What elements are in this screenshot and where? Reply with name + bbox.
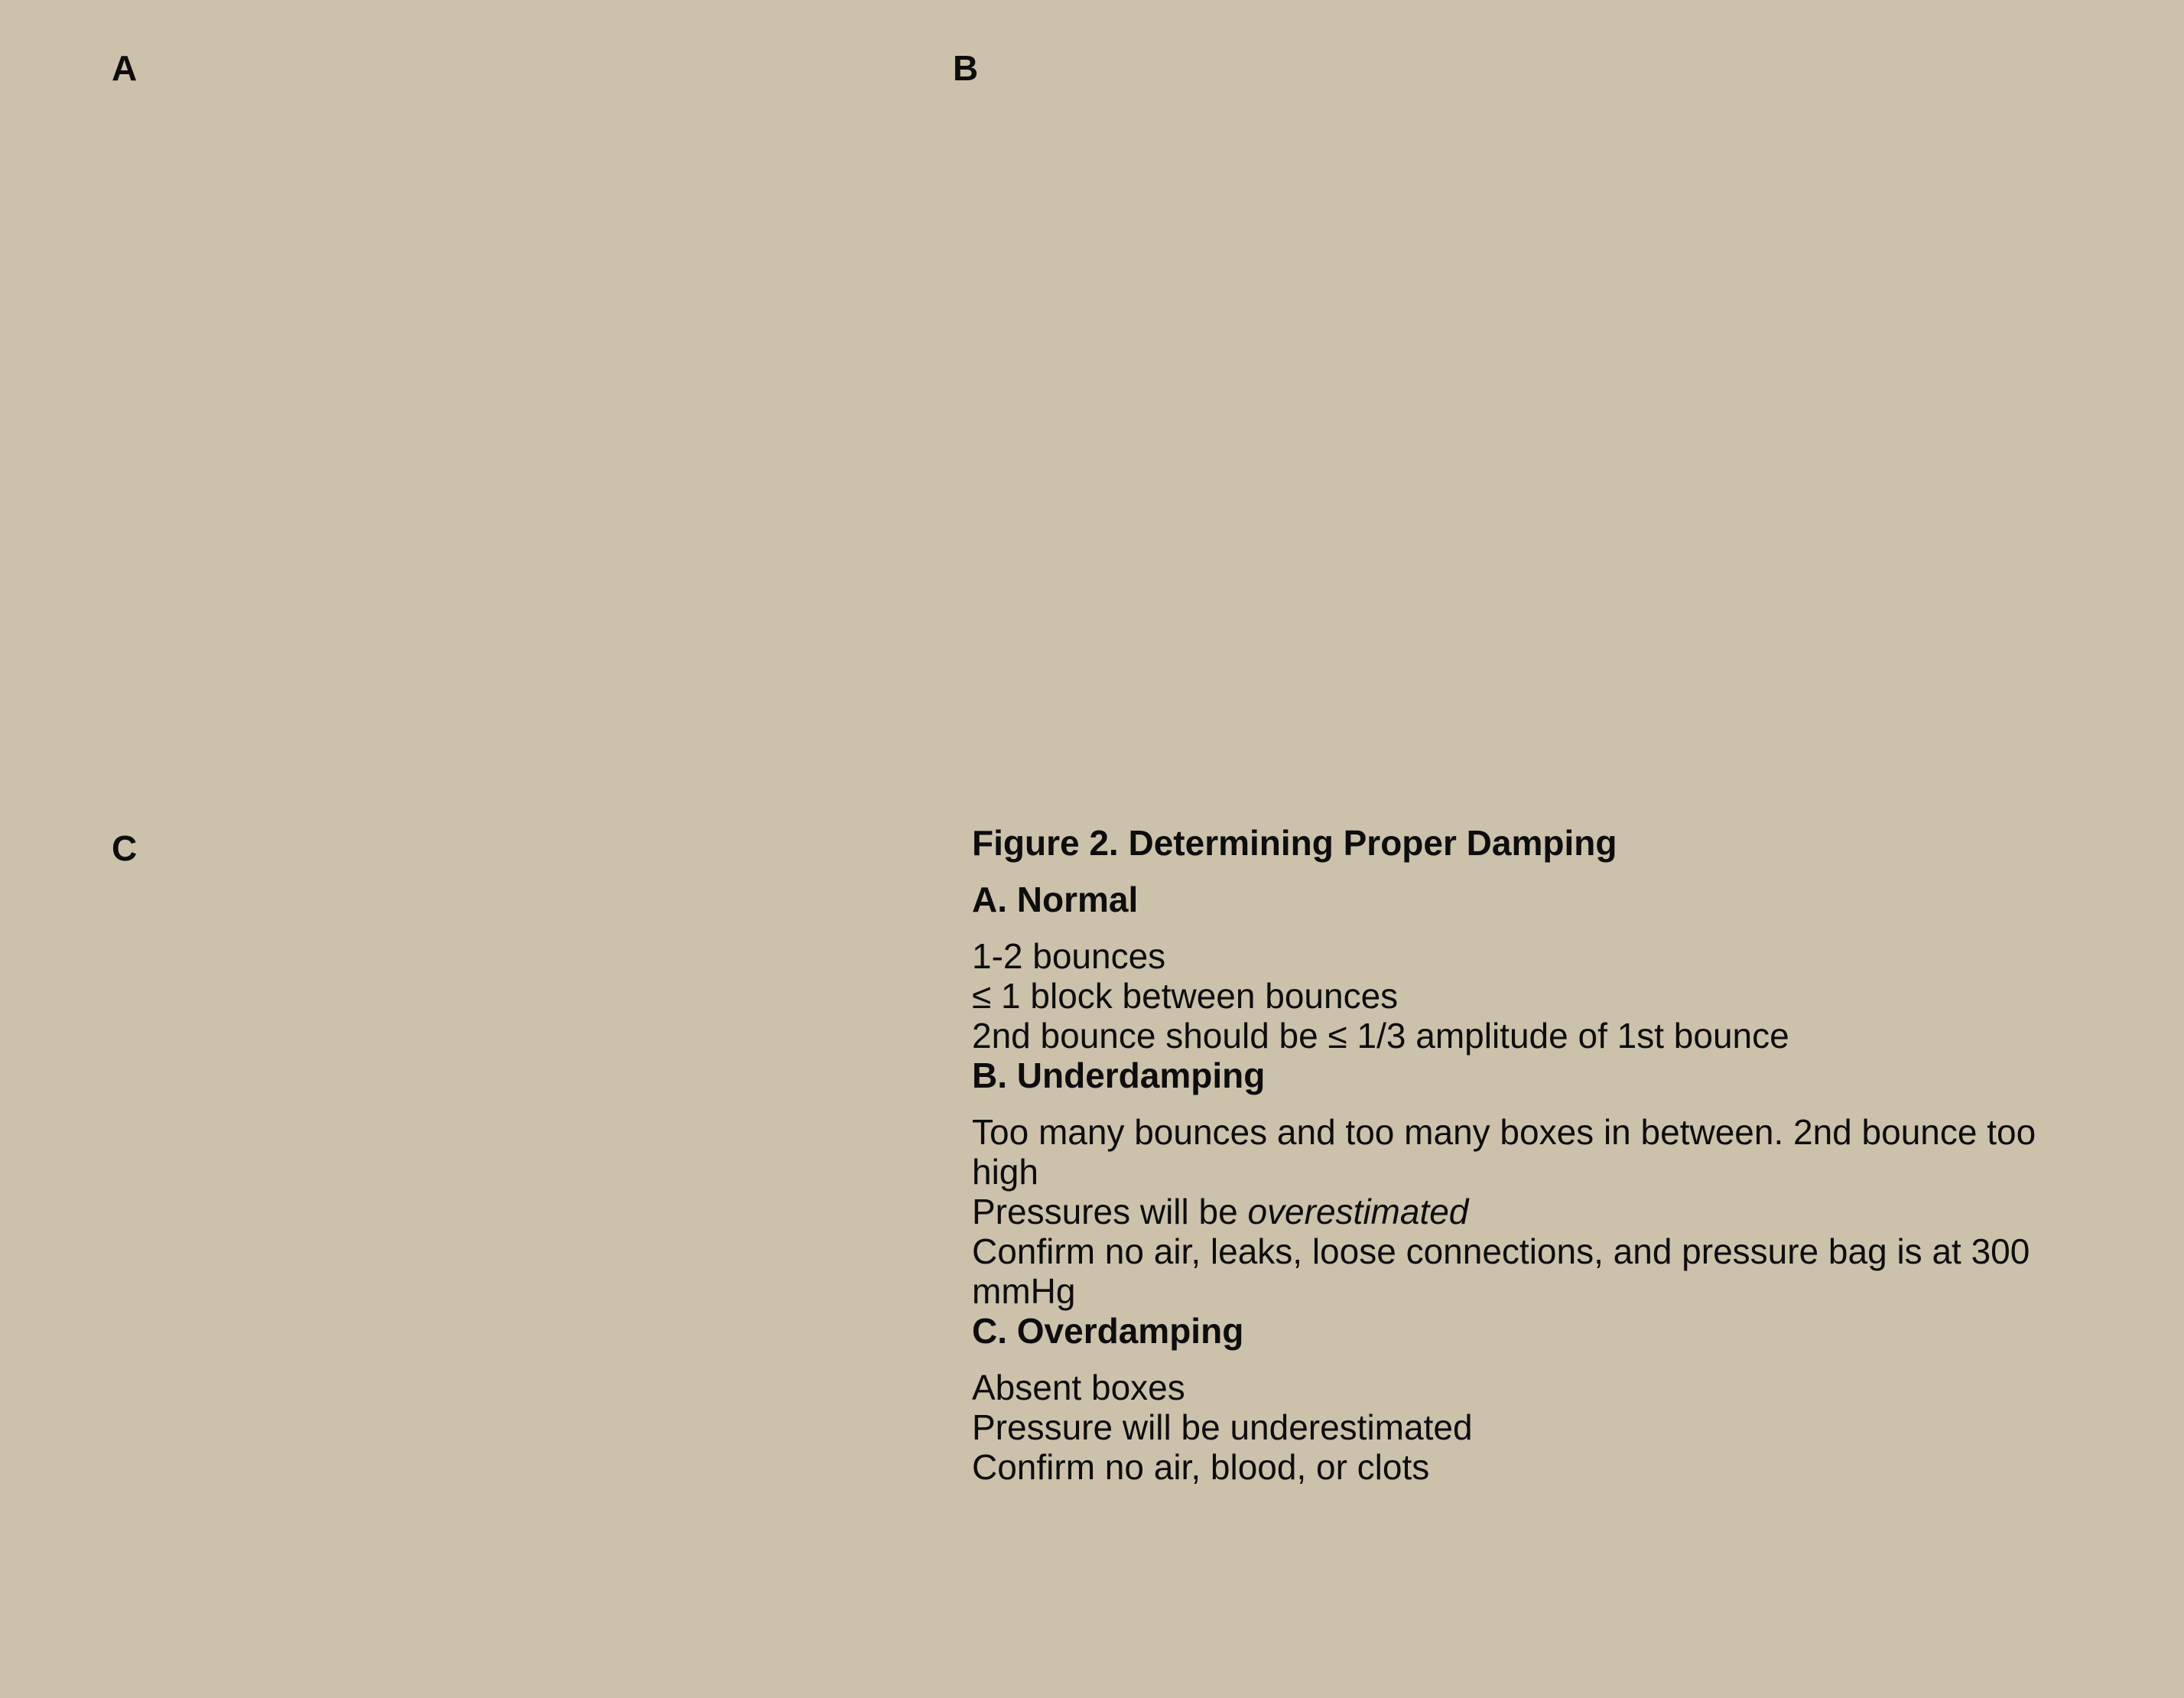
panel-b-figure-area xyxy=(953,99,2023,788)
figure-title: Figure 2. Determining Proper Damping xyxy=(972,823,1617,863)
section-heading-normal: A. Normal xyxy=(972,880,1139,919)
panel-c-figure-area xyxy=(112,880,876,1568)
caption-line: Confirm no air, blood, or clots xyxy=(972,1447,1430,1487)
caption-line: Pressure will be underestimated xyxy=(972,1407,1473,1447)
section-lines-overdamping xyxy=(972,1368,2043,1487)
panel-c-label: C xyxy=(112,828,138,868)
caption-line: 2nd bounce should be ≤ 1/3 amplitude of 1st bounce xyxy=(972,1016,1789,1056)
figure-caption xyxy=(972,823,2043,1487)
panel-a-label: A xyxy=(112,48,138,88)
panel-b-label: B xyxy=(953,48,979,88)
section-lines-normal xyxy=(972,936,2043,1056)
section-lines-underdamping xyxy=(972,1112,2043,1311)
caption-line: Absent boxes xyxy=(972,1368,1185,1407)
caption-emphasis: overestimated xyxy=(1247,1192,1469,1231)
caption-line: Too many bounces and too many boxes in between. 2nd bounce too high xyxy=(972,1112,2036,1192)
caption-line xyxy=(972,1192,2043,1231)
caption-line: 1-2 bounces xyxy=(972,936,1166,976)
caption-line: Confirm no air, leaks, loose connections, and pressure bag is at 300 mmHg xyxy=(972,1231,2030,1311)
section-heading-overdamping: C. Overdamping xyxy=(972,1311,1244,1351)
caption-line: ≤ 1 block between bounces xyxy=(972,976,1399,1016)
section-heading-underdamping: B. Underdamping xyxy=(972,1056,1266,1095)
panel-a-figure-area xyxy=(112,99,876,788)
caption-text: Pressures will be xyxy=(972,1192,1238,1231)
